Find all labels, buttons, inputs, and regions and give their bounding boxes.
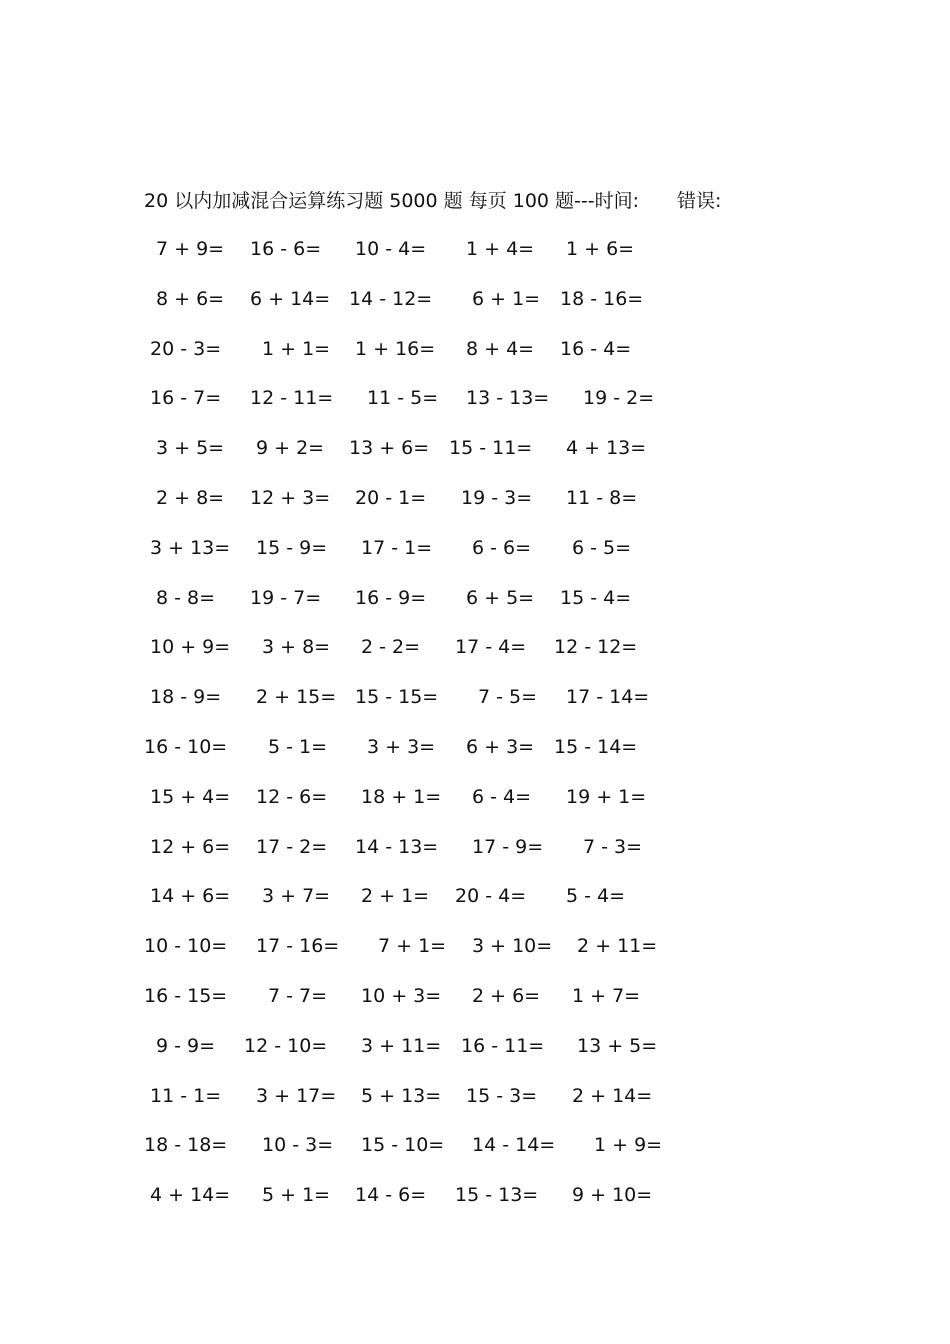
problem-3-2: 1 + 1= xyxy=(262,337,331,360)
problem-5-1: 3 + 5= xyxy=(156,437,225,460)
problem-11-5: 15 - 14= xyxy=(554,736,638,758)
problem-10-4: 7 - 5= xyxy=(478,686,538,709)
problem-7-4: 6 - 6= xyxy=(472,536,532,559)
problem-3-4: 8 + 4= xyxy=(466,337,535,360)
problem-20-3: 14 - 6= xyxy=(355,1184,427,1207)
problem-9-1: 10 + 9= xyxy=(150,636,231,659)
problem-8-5: 15 - 4= xyxy=(560,586,632,609)
problem-4-3: 11 - 5= xyxy=(367,387,439,410)
problem-4-5: 19 - 2= xyxy=(583,387,655,410)
problem-12-4: 6 - 4= xyxy=(472,785,532,808)
problem-19-5: 1 + 9= xyxy=(594,1134,663,1157)
problem-18-5: 2 + 14= xyxy=(572,1084,653,1107)
problem-7-1: 3 + 13= xyxy=(150,536,231,559)
problem-8-4: 6 + 5= xyxy=(466,586,535,609)
errors-label: 错误: xyxy=(677,190,722,212)
problem-14-3: 2 + 1= xyxy=(361,885,430,908)
problem-10-5: 17 - 14= xyxy=(566,686,650,709)
problem-9-2: 3 + 8= xyxy=(262,636,331,659)
problem-3-5: 16 - 4= xyxy=(560,337,632,360)
problem-16-4: 2 + 6= xyxy=(472,985,541,1007)
problem-1-2: 16 - 6= xyxy=(250,238,322,260)
problem-7-5: 6 - 5= xyxy=(572,536,632,559)
problem-19-2: 10 - 3= xyxy=(262,1134,334,1157)
problem-1-5: 1 + 6= xyxy=(566,238,635,260)
problem-16-2: 7 - 7= xyxy=(268,985,328,1007)
problem-3-1: 20 - 3= xyxy=(150,337,222,360)
problem-17-3: 3 + 11= xyxy=(361,1034,442,1057)
problem-18-2: 3 + 17= xyxy=(256,1084,337,1107)
problem-18-1: 11 - 1= xyxy=(150,1084,222,1107)
problem-1-4: 1 + 4= xyxy=(466,238,535,260)
problem-13-3: 14 - 13= xyxy=(355,835,439,858)
problem-7-3: 17 - 1= xyxy=(361,536,433,559)
problem-9-3: 2 - 2= xyxy=(361,636,421,659)
problem-12-3: 18 + 1= xyxy=(361,785,442,808)
problem-12-5: 19 + 1= xyxy=(566,785,647,808)
problem-5-2: 9 + 2= xyxy=(256,437,325,460)
problem-15-2: 17 - 16= xyxy=(256,935,340,958)
problem-3-3: 1 + 16= xyxy=(355,337,436,360)
problem-16-3: 10 + 3= xyxy=(361,985,442,1007)
problem-1-1: 7 + 9= xyxy=(156,238,225,260)
problem-6-4: 19 - 3= xyxy=(461,487,533,509)
problem-5-3: 13 + 6= xyxy=(349,437,430,460)
problem-10-3: 15 - 15= xyxy=(355,686,439,709)
problem-2-2: 6 + 14= xyxy=(250,287,331,310)
problem-10-2: 2 + 15= xyxy=(256,686,337,709)
problem-13-2: 17 - 2= xyxy=(256,835,328,858)
problem-8-2: 19 - 7= xyxy=(250,586,322,609)
problem-6-5: 11 - 8= xyxy=(566,487,638,509)
problem-6-3: 20 - 1= xyxy=(355,487,427,509)
problem-20-4: 15 - 13= xyxy=(455,1184,539,1207)
problem-13-4: 17 - 9= xyxy=(472,835,544,858)
problem-14-1: 14 + 6= xyxy=(150,885,231,908)
problem-7-2: 15 - 9= xyxy=(256,536,328,559)
problem-11-3: 3 + 3= xyxy=(367,736,436,758)
problem-11-2: 5 - 1= xyxy=(268,736,328,758)
problem-17-5: 13 + 5= xyxy=(577,1034,658,1057)
problem-16-5: 1 + 7= xyxy=(572,985,641,1007)
problem-12-2: 12 - 6= xyxy=(256,785,328,808)
problem-18-3: 5 + 13= xyxy=(361,1084,442,1107)
problem-5-5: 4 + 13= xyxy=(566,437,647,460)
problem-11-4: 6 + 3= xyxy=(466,736,535,758)
problem-2-3: 14 - 12= xyxy=(349,287,433,310)
problem-13-1: 12 + 6= xyxy=(150,835,231,858)
problem-12-1: 15 + 4= xyxy=(150,785,231,808)
problem-18-4: 15 - 3= xyxy=(466,1084,538,1107)
problem-11-1: 16 - 10= xyxy=(144,736,228,758)
problem-19-1: 18 - 18= xyxy=(144,1134,228,1157)
problem-5-4: 15 - 11= xyxy=(449,437,533,460)
problem-14-2: 3 + 7= xyxy=(262,885,331,908)
problem-9-5: 12 - 12= xyxy=(554,636,638,659)
problem-15-3: 7 + 1= xyxy=(378,935,447,958)
problem-6-1: 2 + 8= xyxy=(156,487,225,509)
problem-20-1: 4 + 14= xyxy=(150,1184,231,1207)
problem-14-4: 20 - 4= xyxy=(455,885,527,908)
problem-2-5: 18 - 16= xyxy=(560,287,644,310)
problem-1-3: 10 - 4= xyxy=(355,238,427,260)
problem-15-4: 3 + 10= xyxy=(472,935,553,958)
problem-17-4: 16 - 11= xyxy=(461,1034,545,1057)
problem-15-1: 10 - 10= xyxy=(144,935,228,958)
problem-17-1: 9 - 9= xyxy=(156,1034,216,1057)
problem-14-5: 5 - 4= xyxy=(566,885,626,908)
problem-8-3: 16 - 9= xyxy=(355,586,427,609)
problem-8-1: 8 - 8= xyxy=(156,586,216,609)
problem-4-1: 16 - 7= xyxy=(150,387,222,410)
problem-20-5: 9 + 10= xyxy=(572,1184,653,1207)
problem-19-4: 14 - 14= xyxy=(472,1134,556,1157)
problem-15-5: 2 + 11= xyxy=(577,935,658,958)
problem-2-1: 8 + 6= xyxy=(156,287,225,310)
problem-4-4: 13 - 13= xyxy=(466,387,550,410)
problem-20-2: 5 + 1= xyxy=(262,1184,331,1207)
problem-4-2: 12 - 11= xyxy=(250,387,334,410)
problem-16-1: 16 - 15= xyxy=(144,985,228,1007)
problem-2-4: 6 + 1= xyxy=(472,287,541,310)
problem-9-4: 17 - 4= xyxy=(455,636,527,659)
problem-17-2: 12 - 10= xyxy=(244,1034,328,1057)
problem-10-1: 18 - 9= xyxy=(150,686,222,709)
problem-19-3: 15 - 10= xyxy=(361,1134,445,1157)
problem-13-5: 7 - 3= xyxy=(583,835,643,858)
worksheet-title: 20 以内加减混合运算练习题 5000 题 每页 100 题---时间: xyxy=(144,190,640,212)
problem-6-2: 12 + 3= xyxy=(250,487,331,509)
